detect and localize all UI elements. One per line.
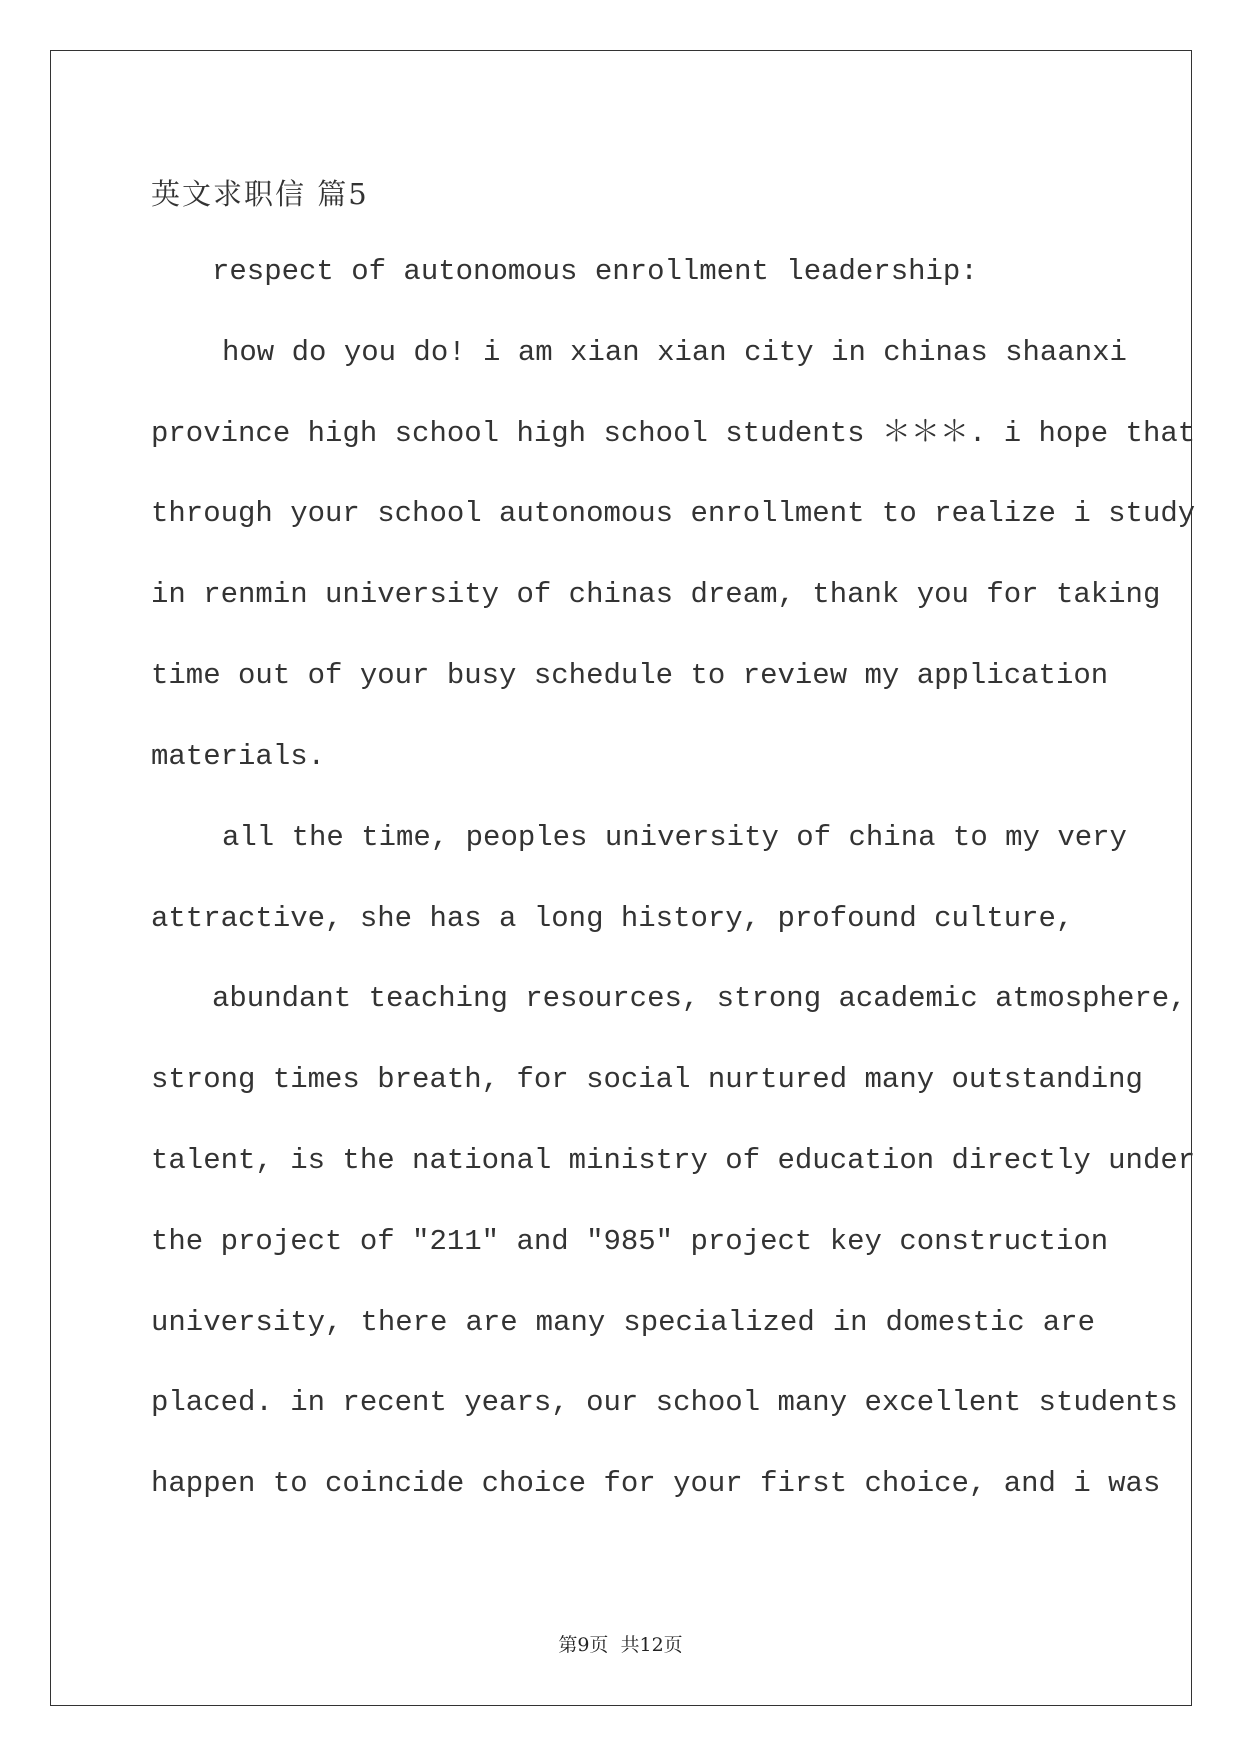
text-line: abundant teaching resources, strong academic atmosphere, [212,982,1187,1015]
text-line: talent, is the national ministry of education directly under [151,1144,1196,1177]
text-line: placed. in recent years, our school many excellent students [151,1386,1178,1419]
text-line: through your school autonomous enrollment to realize i study [151,497,1196,530]
text-line: respect of autonomous enrollment leadership: [212,255,978,288]
text-line: the project of "211" and "985" project key construction [151,1225,1109,1258]
text-line: strong times breath, for social nurtured many outstanding [151,1063,1143,1096]
text-line: all the time, peoples university of china to my very [222,821,1127,854]
text-line: how do you do! i am xian xian city in chinas shaanxi [222,336,1127,369]
page-number: 第9页 共12页 [558,1634,683,1656]
text-line: university, there are many specialized in domestic are [151,1306,1095,1339]
document-heading: 英文求职信 篇5 [151,177,369,211]
text-line: province high school high school students ＊＊＊. i hope that [151,417,1196,450]
text-line: time out of your busy schedule to review my application [151,659,1109,692]
text-line: happen to coincide choice for your first choice, and i was [151,1467,1161,1500]
page-border [50,50,1196,1706]
text-line: materials. [151,740,326,773]
text-line: attractive, she has a long history, profound culture, [151,902,1074,935]
text-line: in renmin university of chinas dream, thank you for taking [151,578,1161,611]
